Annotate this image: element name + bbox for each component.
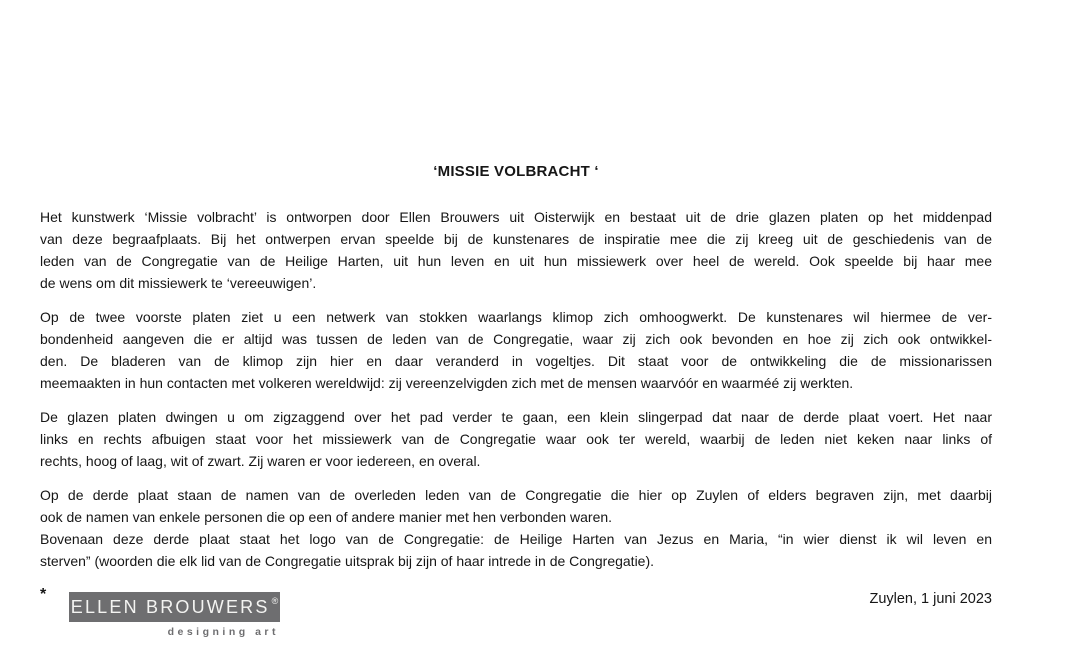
paragraph-line: den. De bladeren van de klimop zijn hier en daar veranderd in vogeltjes. Dit staat voor de ontwikkeling die de missionarissen xyxy=(40,353,992,369)
paragraph-line: ook de namen van enkele personen die op een of andere manier met hen verbonden waren. xyxy=(40,509,613,525)
paragraph xyxy=(40,306,992,394)
paragraph-line: sterven” (woorden die elk lid van de Congregatie uitsprak bij zijn of haar intrede in de Congregatie). xyxy=(40,553,655,569)
paragraph-line: leden van de Congregatie van de Heilige Harten, uit hun leven en uit hun missiewerk over heel de wereld. Ook speelde bij haar mee xyxy=(40,253,992,269)
footnote-marker: * xyxy=(40,586,47,603)
paragraph-line: Op de derde plaat staan de namen van de overleden leden van de Congregatie die hier op Zuylen of elders begraven zijn, met daarbij xyxy=(40,487,992,503)
paragraph xyxy=(40,206,992,294)
paragraph-line: de wens om dit missiewerk te ‘vereeuwigen’. xyxy=(40,275,317,291)
dateline: Zuylen, 1 juni 2023 xyxy=(869,591,992,607)
paragraph-line: rechts, hoog of laag, wit of zwart. Zij waren er voor iedereen, en overal. xyxy=(40,453,481,469)
document-title: ‘MISSIE VOLBRACHT ‘ xyxy=(433,163,599,180)
registered-trademark-icon: ® xyxy=(271,596,279,606)
paragraph-line: Op de twee voorste platen ziet u een netwerk van stokken waarlangs klimop zich omhoogwerkt. De kunstenares wil hiermee de ver- xyxy=(40,309,992,325)
paragraph xyxy=(40,406,992,472)
paragraph-line: meemaakten in hun contacten met volkeren wereldwijd: zij vereenzelvigden zich met de mensen waarvóór en waarméé zij werkten. xyxy=(40,375,854,391)
logo-wordmark: ELLEN BROUWERS xyxy=(70,596,270,617)
paragraph-line: Het kunstwerk ‘Missie volbracht’ is ontworpen door Ellen Brouwers uit Oisterwijk en bestaat uit de drie glazen platen op het middenpad xyxy=(40,209,992,225)
ellen-brouwers-logo xyxy=(69,592,280,638)
paragraph-line: bondenheid aangeven die er altijd was tussen de leden van de Congregatie, waar zij zich ook bevonden en hoe zij zich ook ontwikkel- xyxy=(40,331,992,347)
paragraph xyxy=(40,484,992,572)
paragraph-line: Bovenaan deze derde plaat staat het logo van de Congregatie: de Heilige Harten van Jezus en Maria, “in wier dienst ik wil leven en xyxy=(40,531,992,547)
paragraph-line: links en rechts afbuigen staat voor het missiewerk van de Congregatie waar ook ter wereld, waarbij de leden niet keken naar links of xyxy=(40,431,992,447)
document-body xyxy=(40,206,992,572)
paragraph-line: van deze begraafplaats. Bij het ontwerpen ervan speelde bij de kunstenares de inspiratie mee die zij kreeg uit de geschiedenis van de xyxy=(40,231,992,247)
logo-tagline: designing art xyxy=(167,626,279,638)
paragraph-line: De glazen platen dwingen u om zigzaggend over het pad verder te gaan, een klein slingerpad dat naar de derde plaat voert. Het naar xyxy=(40,409,992,425)
logo-box xyxy=(69,592,280,622)
